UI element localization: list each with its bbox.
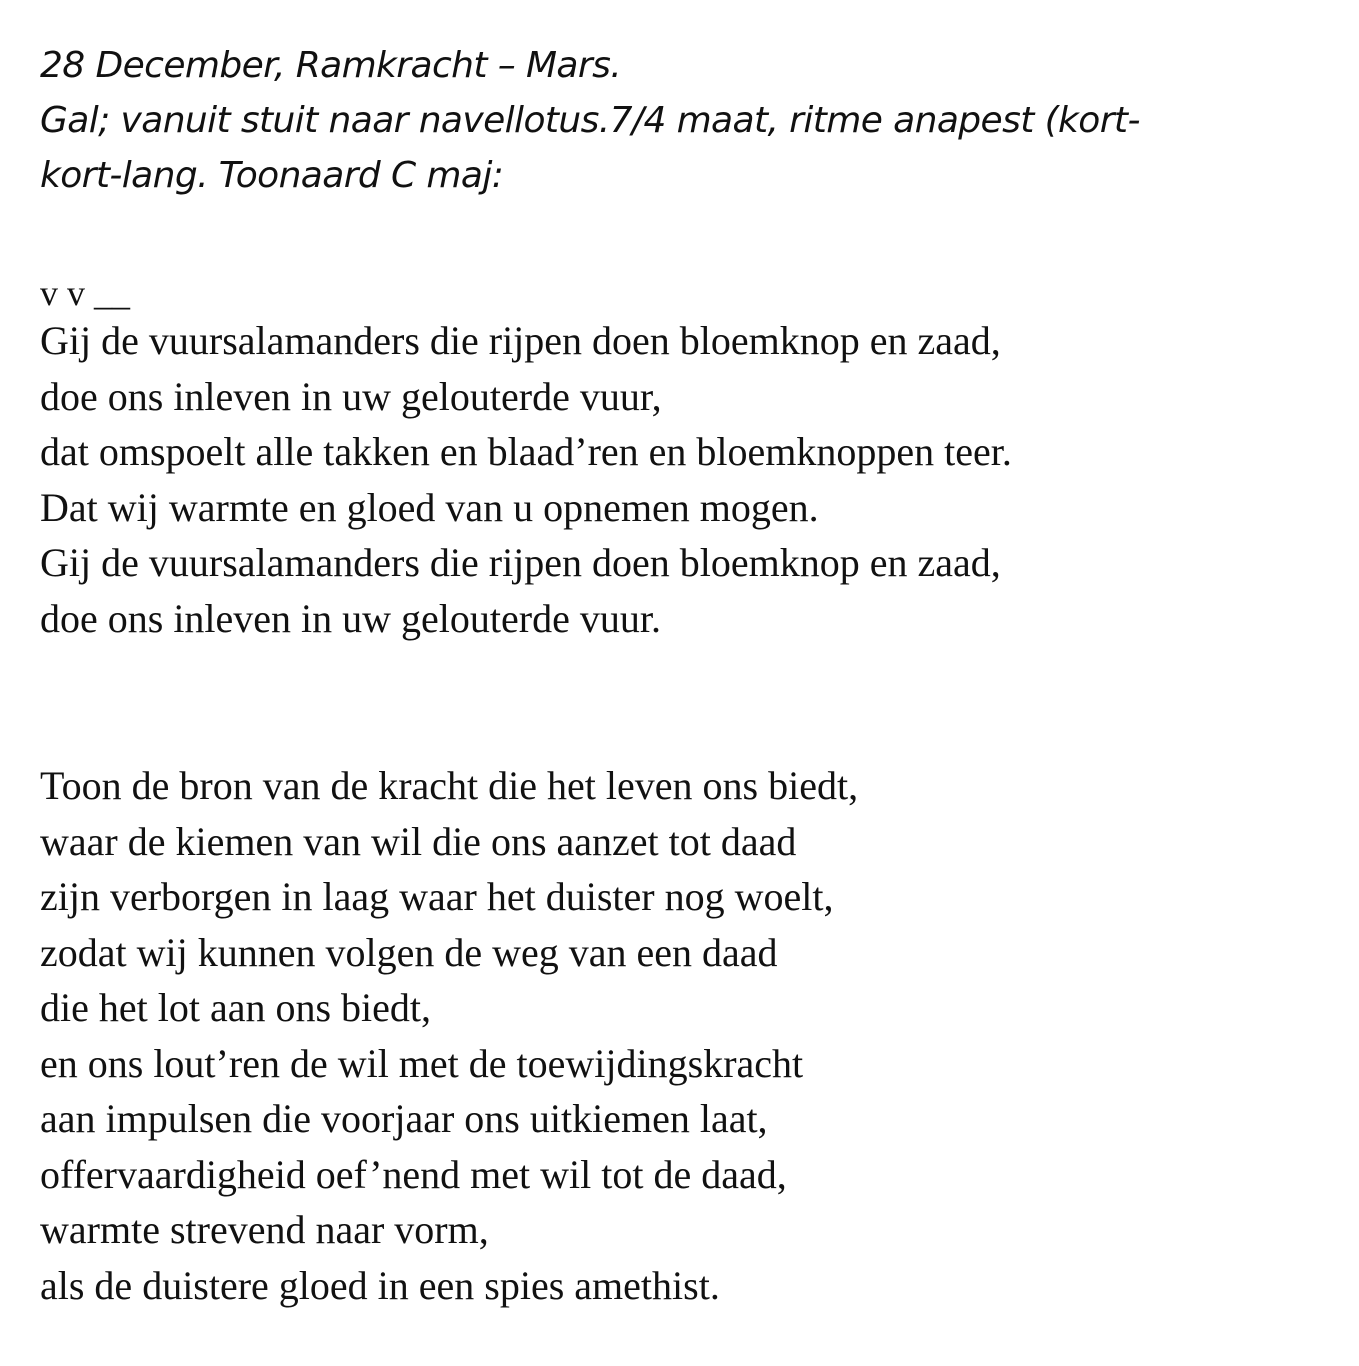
meter-notation: v v __ xyxy=(40,273,130,313)
header-meter-line: Gal; vanuit stuit naar navellotus.7/4 maat, ritme anapest (kort- xyxy=(40,100,1140,141)
verse-line: offervaardigheid oef’nend met wil tot de daad, xyxy=(40,1151,787,1197)
header-key-line: kort-lang. Toonaard C maj: xyxy=(40,155,504,196)
verse-line: zodat wij kunnen volgen de weg van een daad xyxy=(40,929,778,975)
verse-line: dat omspoelt alle takken en blaad’ren en bloemknoppen teer. xyxy=(40,429,1012,474)
document-page xyxy=(40,38,1340,1313)
verse-line: en ons lout’ren de wil met de toewijdingskracht xyxy=(40,1040,804,1086)
verse-line: doe ons inleven in uw gelouterde vuur. xyxy=(40,595,661,641)
stanza-2 xyxy=(40,758,1340,1313)
header-date-line: 28 December, Ramkracht – Mars. xyxy=(40,45,622,86)
verse-line: doe ons inleven in uw gelouterde vuur, xyxy=(40,373,662,419)
verse-line: Dat wij warmte en gloed van u opnemen mogen. xyxy=(40,484,819,530)
verse-line: Gij de vuursalamanders die rijpen doen bloemknop en zaad, xyxy=(40,540,1001,585)
verse-line: aan impulsen die voorjaar ons uitkiemen laat, xyxy=(40,1096,768,1141)
verse-line: warmte strevend naar vorm, xyxy=(40,1207,489,1252)
verse-line: zijn verborgen in laag waar het duister nog woelt, xyxy=(40,874,834,919)
header-notes xyxy=(40,38,1340,203)
verse-line: die het lot aan ons biedt, xyxy=(40,985,432,1030)
verse-line: waar de kiemen van wil die ons aanzet tot daad xyxy=(40,818,797,864)
verse-line: Toon de bron van de kracht die het leven ons biedt, xyxy=(40,763,859,808)
stanza-1 xyxy=(40,313,1340,646)
verse-line: als de duistere gloed in een spies amethist. xyxy=(40,1262,720,1308)
verse-line: Gij de vuursalamanders die rijpen doen bloemknop en zaad, xyxy=(40,318,1001,363)
